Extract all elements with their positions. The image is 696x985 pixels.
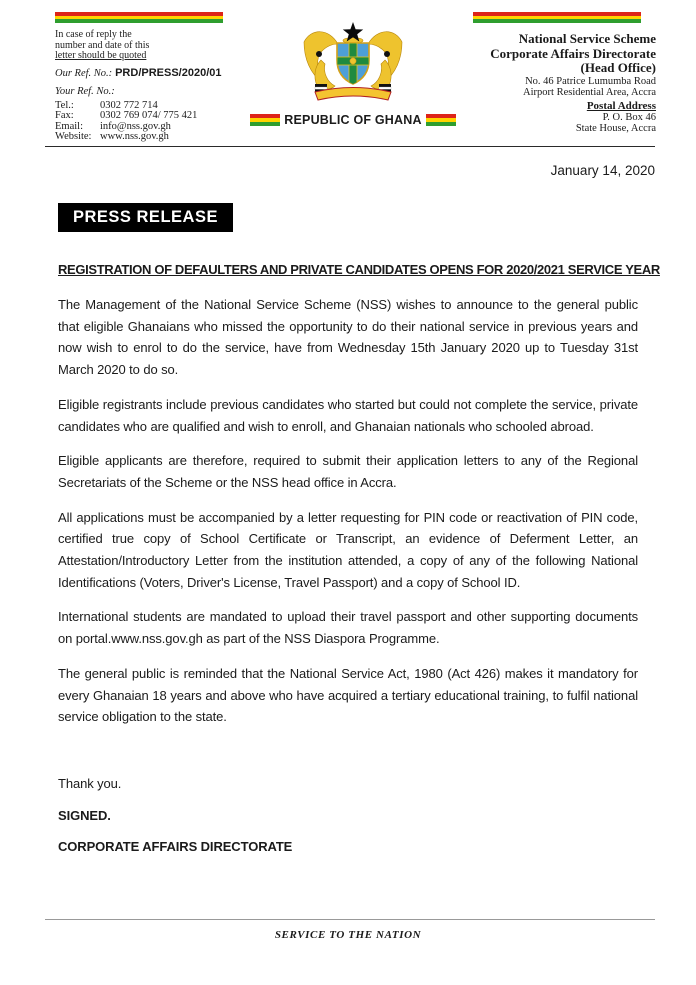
your-ref-label: Your Ref. No.: [55, 85, 115, 97]
republic-row [250, 113, 456, 127]
closing-block [58, 773, 638, 858]
contact-block [55, 101, 245, 143]
flag-green-band [473, 19, 641, 23]
body-paragraph: Eligible registrants include previous candidates who started but could not complete the service, private candidates who are qualified and wish to enroll, and Ghanaian nationals who schooled abroad. [58, 396, 638, 434]
our-ref-value: PRD/PRESS/2020/01 [115, 66, 222, 79]
street-address [446, 76, 656, 99]
body-paragraph: The general public is reminded that the National Service Act, 1980 (Act 426) makes it mandatory for every Ghanaian 18 years and above who have acquired a tertiary educational training, to fulfil national service obligation to the state. [58, 665, 638, 725]
our-ref-label: Our Ref. No.: [55, 67, 113, 79]
reply-note-line: letter should be quoted [55, 50, 147, 61]
closing-thanks: Thank you. [58, 775, 122, 791]
headline: REGISTRATION OF DEFAULTERS AND PRIVATE CANDIDATES OPENS FOR 2020/2021 SERVICE YEAR [58, 262, 660, 277]
website-value: www.nss.gov.gh [100, 131, 169, 142]
org-line: (Head Office) [580, 60, 656, 75]
letterhead-center-block [250, 20, 456, 127]
fax-row [55, 111, 245, 122]
postal-line: State House, Accra [575, 123, 656, 134]
body-paragraph: The Management of the National Service Scheme (NSS) wishes to announce to the general public that eligible Ghanaians who missed the opportunity to do their national service in previous years and now wish to enrol to do the service, have from Wednesday 15th January 2020 up to Tuesday 31st March 2020 to do so. [58, 297, 638, 378]
org-line: Corporate Affairs Directorate [490, 45, 656, 61]
email-label: Email: [55, 120, 83, 132]
body-paragraph: International students are mandated to upload their travel passport and other supporting documents on portal.www.nss.gov.gh as part of the NSS Diaspora Programme. [58, 609, 638, 647]
closing-signature: CORPORATE AFFAIRS DIRECTORATE [58, 839, 293, 855]
tel-value: 0302 772 714 [100, 99, 158, 111]
postal-address-label: Postal Address [586, 99, 656, 112]
letterhead-left-block [55, 12, 245, 143]
org-line: National Service Scheme [518, 31, 656, 46]
ghana-flag-stripe-icon [250, 114, 280, 126]
postal-line: P. O. Box 46 [602, 111, 656, 123]
website-label: Website: [55, 131, 92, 142]
fax-label: Fax: [55, 110, 74, 121]
tel-label: Tel.: [55, 99, 74, 111]
body-paragraph: All applications must be accompanied by a letter requesting for PIN code or reactivation of PIN code, certified true copy of School Certificate or Transcript, an evidence of Deferment Letter, an Attestation/Introductory Letter from the institution attended, a copy of any of the following National Identifications (Voters, Driver's License, Travel Passport) and a copy of School ID. [58, 509, 638, 590]
address-line: No. 46 Patrice Lumumba Road [525, 75, 656, 87]
press-release-banner [58, 203, 233, 232]
reply-note-line: number and date of this [55, 39, 150, 51]
document-body [58, 294, 638, 868]
letterhead-divider [45, 146, 655, 147]
ghana-coat-of-arms-icon [301, 20, 405, 108]
press-release-banner-label: PRESS RELEASE [73, 208, 218, 226]
footer-divider [45, 919, 655, 920]
letterhead-right-block [446, 12, 656, 135]
postal-address [446, 112, 656, 135]
website-row [55, 132, 245, 143]
reply-note [55, 30, 245, 62]
document-date: January 14, 2020 [550, 163, 655, 178]
address-line: Airport Residential Area, Accra [523, 87, 656, 98]
reply-note-line: In case of reply the [55, 29, 132, 40]
org-name [446, 32, 656, 76]
closing-signed: SIGNED. [58, 807, 111, 823]
footer-motto: SERVICE TO THE NATION [274, 929, 422, 941]
ghana-flag-stripe-icon [55, 12, 223, 23]
ghana-flag-stripe-icon [473, 12, 641, 23]
fax-value: 0302 769 074/ 775 421 [100, 110, 198, 121]
country-name: REPUBLIC OF GHANA [284, 113, 422, 127]
body-paragraph: Eligible applicants are therefore, required to submit their application letters to any of the Regional Secretariats of the Scheme or the NSS head office in Accra. [58, 453, 638, 490]
email-value: info@nss.gov.gh [100, 120, 171, 132]
flag-green-band [55, 19, 223, 23]
flag-green-band [250, 122, 280, 126]
our-ref-row [55, 67, 245, 79]
